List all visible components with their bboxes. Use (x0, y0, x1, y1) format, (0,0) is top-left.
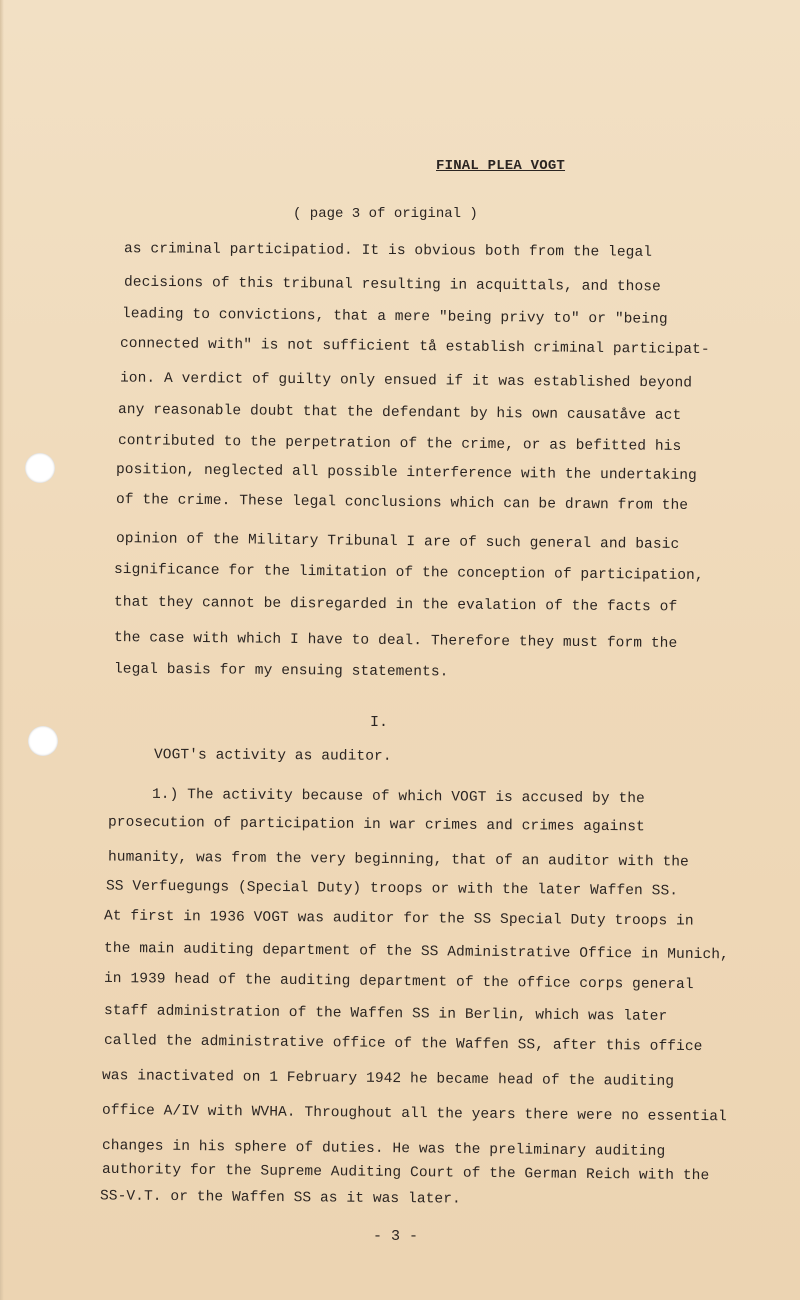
text-line: 1.) The activity because of which VOGT is accused by the (151, 786, 645, 808)
text-line: leading to convictions, that a mere "being privy to" or "being (121, 306, 668, 328)
text-line: position, neglected all possible interference with the undertaking (115, 461, 697, 485)
text-line: called the administrative office of the Waffen SS, after this office (103, 1032, 703, 1056)
text-line: in 1939 head of the auditing department of the office corps general (103, 970, 694, 994)
punch-hole-top (25, 453, 55, 483)
section-heading: VOGT's activity as auditor. (153, 747, 392, 765)
text-line: changes in his sphere of duties. He was the preliminary auditing (101, 1138, 666, 1160)
page-number: - 3 - (373, 1228, 419, 1245)
text-line: as criminal participatiod. It is obvious both from the legal (123, 241, 653, 261)
text-line: significance for the limitation of the conception of participation, (113, 561, 704, 585)
section-number: I. (370, 714, 389, 731)
text-line: was inactivated on 1 February 1942 he became head of the auditing (101, 1068, 675, 1090)
text-line: connected with" is not sufficient tå establish criminal participat- (119, 335, 710, 359)
text-line: contributed to the perpetration of the crime, or as befitted his (117, 433, 682, 455)
text-line: prosecution of participation in war crimes and crimes against (107, 814, 645, 836)
document-title: FINAL PLEA VOGT (436, 158, 566, 174)
text-line: ion. A verdict of guilty only ensued if it was established beyond (119, 370, 693, 392)
text-line: the case with which I have to deal. Therefore they must form the (113, 630, 678, 652)
text-line: SS Verfuegungs (Special Duty) troops or with the later Waffen SS. (105, 878, 679, 900)
text-line: of the crime. These legal conclusions which can be drawn from the (115, 492, 689, 514)
page-edge (0, 0, 4, 1300)
punch-hole-bottom (28, 726, 58, 756)
text-line: the main auditing department of the SS Administrative Office in Munich, (103, 940, 729, 964)
text-line: opinion of the Military Tribunal I are of such general and basic (115, 531, 680, 553)
text-line: staff administration of the Waffen SS in Berlin, which was later (103, 1003, 668, 1025)
text-line: At first in 1936 VOGT was auditor for the SS Special Duty troops in (103, 908, 694, 930)
text-line: authority for the Supreme Auditing Court of the German Reich with the (101, 1161, 710, 1185)
text-line: SS-V.T. or the Waffen SS as it was later. (99, 1188, 461, 1208)
text-line: office A/IV with WVHA. Throughout all the years there were no essential (101, 1102, 727, 1126)
text-line: decisions of this tribunal resulting in acquittals, and those (123, 274, 661, 296)
text-line: legal basis for my ensuing statements. (113, 661, 449, 681)
text-line: that they cannot be disregarded in the evalation of the facts of (113, 594, 678, 616)
text-line: humanity, was from the very beginning, that of an auditor with the (107, 849, 689, 871)
text-line: any reasonable doubt that the defendant by his own causatåve act (117, 402, 682, 424)
document-subtitle: ( page 3 of original ) (293, 206, 478, 222)
